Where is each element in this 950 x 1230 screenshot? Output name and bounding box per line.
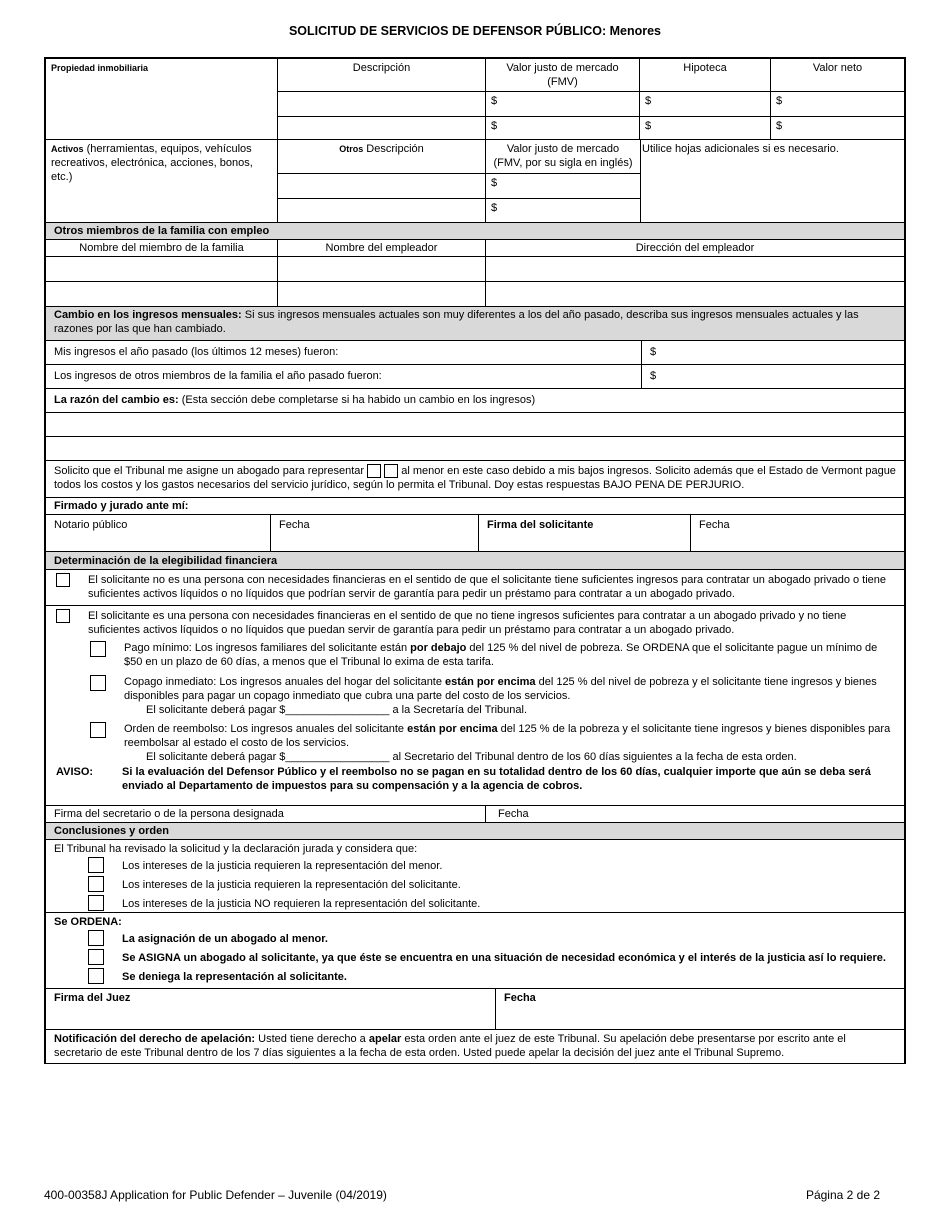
income-change-header: Cambio en los ingresos mensuales: Si sus ingresos mensuales actuales son muy diferentes a los del año pasado, describa sus ingresos mensuales actuales y las razones por las que han cambiado. xyxy=(44,307,906,341)
asset-row xyxy=(278,199,640,222)
judge-date-field[interactable]: Fecha xyxy=(504,992,536,1004)
applicant-date-field[interactable]: Fecha xyxy=(699,519,730,531)
notary-field[interactable]: Notario público xyxy=(46,515,271,551)
page-number: Página 2 de 2 xyxy=(805,1188,880,1202)
order-item: Se deniega la representación al solicitante. xyxy=(54,968,896,986)
request-checkbox[interactable] xyxy=(384,464,398,478)
conclusion-checkbox[interactable] xyxy=(88,857,104,873)
property-description-input[interactable] xyxy=(278,117,486,139)
order-checkbox[interactable] xyxy=(88,930,104,946)
asset-description-input[interactable] xyxy=(278,199,486,222)
notice-text: Si la evaluación del Defensor Público y el reembolso no se pagan en su totalidad dentro de los 60 días, cualquier importe que aún se deba será enviado al Departamento de impuestos para su compensación y a la agencia de cobros. xyxy=(122,766,871,792)
notary-date-field[interactable]: Fecha xyxy=(271,515,479,551)
property-mortgage-input[interactable]: $ xyxy=(640,92,771,116)
asset-fmv-input[interactable]: $ xyxy=(491,202,498,214)
col-family-member: Nombre del miembro de la familia xyxy=(46,240,278,256)
property-net-input[interactable]: $ xyxy=(776,120,783,132)
asset-fmv-input[interactable]: $ xyxy=(491,177,498,189)
order-section xyxy=(44,913,906,989)
conclusion-item: Los intereses de la justicia NO requieren la representación del solicitante. xyxy=(54,895,896,913)
family-header: Otros miembros de la familia con empleo xyxy=(44,223,906,240)
copay-checkbox[interactable] xyxy=(90,675,106,691)
assets-section xyxy=(44,140,906,223)
asset-row xyxy=(278,174,640,199)
reimbursement-checkbox[interactable] xyxy=(90,722,106,738)
order-checkbox[interactable] xyxy=(88,968,104,984)
notice-label: AVISO: xyxy=(56,766,94,778)
property-fmv-input[interactable]: $ xyxy=(486,117,640,139)
clerk-signature-field[interactable]: Firma del secretario o de la persona designada xyxy=(46,806,486,822)
applicant-signature-field[interactable]: Firma del solicitante xyxy=(479,515,691,551)
reimbursement-option: Orden de reembolso: Los ingresos anuales del solicitante están por encima del 125 % de la pobreza y el solicitante tiene ingresos y bienes disponibles para reembolsar al estado el costo de los servicios. xyxy=(56,722,896,750)
others-income-row xyxy=(44,365,906,389)
col-employer-name: Nombre del empleador xyxy=(278,240,486,256)
family-member-input[interactable] xyxy=(46,257,278,281)
reason-label: La razón del cambio es: (Esta sección debe completarse si ha habido un cambio en los ingresos) xyxy=(54,394,536,406)
copay-option: Copago inmediato: Los ingresos anuales del hogar del solicitante están por encima del 125 % del nivel de pobreza y el solicitante tiene ingresos y bienes disponibles para pagar un copago inmediato que cubra una parte del costo de los servicios. xyxy=(56,675,896,703)
needy-checkbox[interactable] xyxy=(56,609,70,623)
order-header: Se ORDENA: xyxy=(54,916,122,928)
judge-signature-row xyxy=(44,989,906,1030)
minimum-payment-checkbox[interactable] xyxy=(90,641,106,657)
col-fmv: Valor justo de mercado (FMV) xyxy=(486,59,640,91)
real-property-section xyxy=(44,57,906,140)
request-checkbox[interactable] xyxy=(367,464,381,478)
family-columns xyxy=(44,240,906,257)
col-other-description: Otros Descripción xyxy=(278,140,486,173)
assets-label: Activos (herramientas, equipos, vehículos recreativos, electrónica, acciones, bonos, etc.) xyxy=(46,140,278,222)
col-assets-fmv: Valor justo de mercado (FMV, por su sigla en inglés) xyxy=(493,143,633,169)
property-mortgage-input[interactable]: $ xyxy=(640,117,771,139)
col-description: Descripción xyxy=(278,59,486,91)
reason-input-line[interactable] xyxy=(44,413,906,437)
application-form xyxy=(44,57,906,1064)
order-item: La asignación de un abogado al menor. xyxy=(54,930,896,948)
others-income-input[interactable]: $ xyxy=(650,370,657,382)
employer-address-input[interactable] xyxy=(486,282,904,306)
conclusion-checkbox[interactable] xyxy=(88,895,104,911)
conclusion-checkbox[interactable] xyxy=(88,876,104,892)
employer-address-input[interactable] xyxy=(486,257,904,281)
conclusions-header: Conclusiones y orden xyxy=(44,823,906,840)
not-needy-checkbox[interactable] xyxy=(56,573,70,587)
real-property-label: Propiedad inmobiliaria xyxy=(46,59,278,139)
sworn-row xyxy=(44,515,906,552)
conclusions-intro: El Tribunal ha revisado la solicitud y la declaración jurada y considera que: xyxy=(54,843,418,855)
my-income-input[interactable]: $ xyxy=(650,346,657,358)
my-income-label: Mis ingresos el año pasado (los últimos 12 meses) fueron: xyxy=(46,341,642,364)
minimum-payment-option: Pago mínimo: Los ingresos familiares del solicitante están por debajo del 125 % del nivel de pobreza. Se ORDENA que el solicitante pague un mínimo de $50 en un plazo de 60 días, a menos que el Tribunal lo exima de esta tarifa. xyxy=(56,641,896,669)
conclusions-section xyxy=(44,840,906,913)
property-net-input[interactable]: $ xyxy=(776,95,783,107)
family-row xyxy=(44,257,906,282)
col-net-value: Valor neto xyxy=(812,62,863,74)
notice xyxy=(56,765,896,793)
others-income-label: Los ingresos de otros miembros de la familia el año pasado fueron: xyxy=(46,365,642,388)
asset-description-input[interactable] xyxy=(278,174,486,198)
form-number: 400-00358J Application for Public Defender – Juvenile (04/2019) xyxy=(44,1188,387,1202)
copay-amount-line[interactable]: El solicitante deberá pagar $_________________ a la Secretaría del Tribunal. xyxy=(146,704,527,716)
property-row xyxy=(278,92,904,117)
reason-label-row xyxy=(44,389,906,413)
conclusion-item: Los intereses de la justicia requieren la representación del menor. xyxy=(54,857,896,875)
clerk-date-field[interactable]: Fecha xyxy=(498,808,529,820)
additional-sheets-note: Utilice hojas adicionales si es necesario. xyxy=(642,143,839,155)
needy-option: El solicitante es una persona con necesidades financieras en el sentido de que no tiene ingresos suficientes para contratar a un abogado privado y no tiene suficientes activos líquidos o no líquidos que puedan servir de garantía para pedir un préstamo para contratar a un abogado privado. Pago mínimo: Los ingresos familiares del solicitante están por debajo del 125 % del nivel de pobreza. Se ORDENA que el solicitante pague un mínimo de $50 en un plazo de 60 días, a menos que el Tribunal lo exima de esta tarifa. Copago inmediato: Los ingresos anuales del hogar del solicitante están por encima del 125 % del nivel de pobreza y el solicitante tiene ingresos y bienes disponibles para pagar un copago inmediato que cubra una parte del costo de los servicios. El solicitante deberá pagar $_________________ a la Secretaría del Tribunal. Orden de reembolso: Los ingresos anuales del solicitante están por encima del 125 % de la pobreza y el solicitante tiene ingresos y bienes disponibles para reembolsar al estado el costo de los servicios. El solicitante deberá pagar $_________________ al Secretario del Tribunal dentro de los 60 días siguientes a la fecha de esta orden. AVISO: Si la evaluación del Defensor Público y el reembolso no se pagan en su totalidad dentro de los 60 días, cualquier importe que aún se deba será enviado al Departamento de impuestos para su compensación y a la agencia de cobros. xyxy=(44,606,906,806)
my-income-row xyxy=(44,341,906,365)
appeal-notice: Notificación del derecho de apelación: Usted tiene derecho a apelar esta orden ante el juez de este Tribunal. Su apelación debe presentarse por escrito ante el secretario de este Tribunal dentro de los 7 días siguientes a la fecha de esta orden. Usted puede apelar la decisión del juez ante el Tribunal Supremo. xyxy=(44,1030,906,1064)
page-title: SOLICITUD DE SERVICIOS DE DEFENSOR PÚBLICO: Menores xyxy=(288,24,662,38)
property-description-input[interactable] xyxy=(278,92,486,116)
conclusion-item: Los intereses de la justicia requieren la representación del solicitante. xyxy=(54,876,896,894)
family-member-input[interactable] xyxy=(46,282,278,306)
property-fmv-input[interactable]: $ xyxy=(486,92,640,116)
reason-input-line[interactable] xyxy=(44,437,906,461)
judge-signature-field[interactable]: Firma del Juez xyxy=(46,989,496,1029)
request-statement: Solicito que el Tribunal me asigne un abogado para representar al menor en este caso debido a mis bajos ingresos. Solicito además que el Estado de Vermont pague todos los costos y los gastos necesarios del servicio jurídico, según lo permita el Tribunal. Doy estas respuestas BAJO PENA DE PERJURIO. xyxy=(44,461,906,498)
order-checkbox[interactable] xyxy=(88,949,104,965)
clerk-signature-row xyxy=(44,806,906,823)
employer-name-input[interactable] xyxy=(278,282,486,306)
employer-name-input[interactable] xyxy=(278,257,486,281)
col-employer-address: Dirección del empleador xyxy=(635,242,755,254)
eligibility-header: Determinación de la elegibilidad financiera xyxy=(44,552,906,570)
family-row xyxy=(44,282,906,307)
not-needy-option: El solicitante no es una persona con necesidades financieras en el sentido de que el solicitante tiene suficientes ingresos para contratar un abogado privado o tiene suficientes activos líquidos o no líquidos que podrían servir de garantía para pedir un préstamo para contratar a un abogado privado. xyxy=(44,570,906,606)
col-mortgage: Hipoteca xyxy=(640,59,771,91)
reimbursement-amount-line[interactable]: El solicitante deberá pagar $_________________ al Secretario del Tribunal dentro de los 60 días siguientes a la fecha de esta orden. xyxy=(146,751,797,763)
property-row xyxy=(278,117,904,139)
sworn-header: Firmado y jurado ante mí: xyxy=(44,498,906,515)
order-item: Se ASIGNA un abogado al solicitante, ya que éste se encuentra en una situación de necesidad económica y el interés de la justicia así lo requiere. xyxy=(54,949,896,967)
